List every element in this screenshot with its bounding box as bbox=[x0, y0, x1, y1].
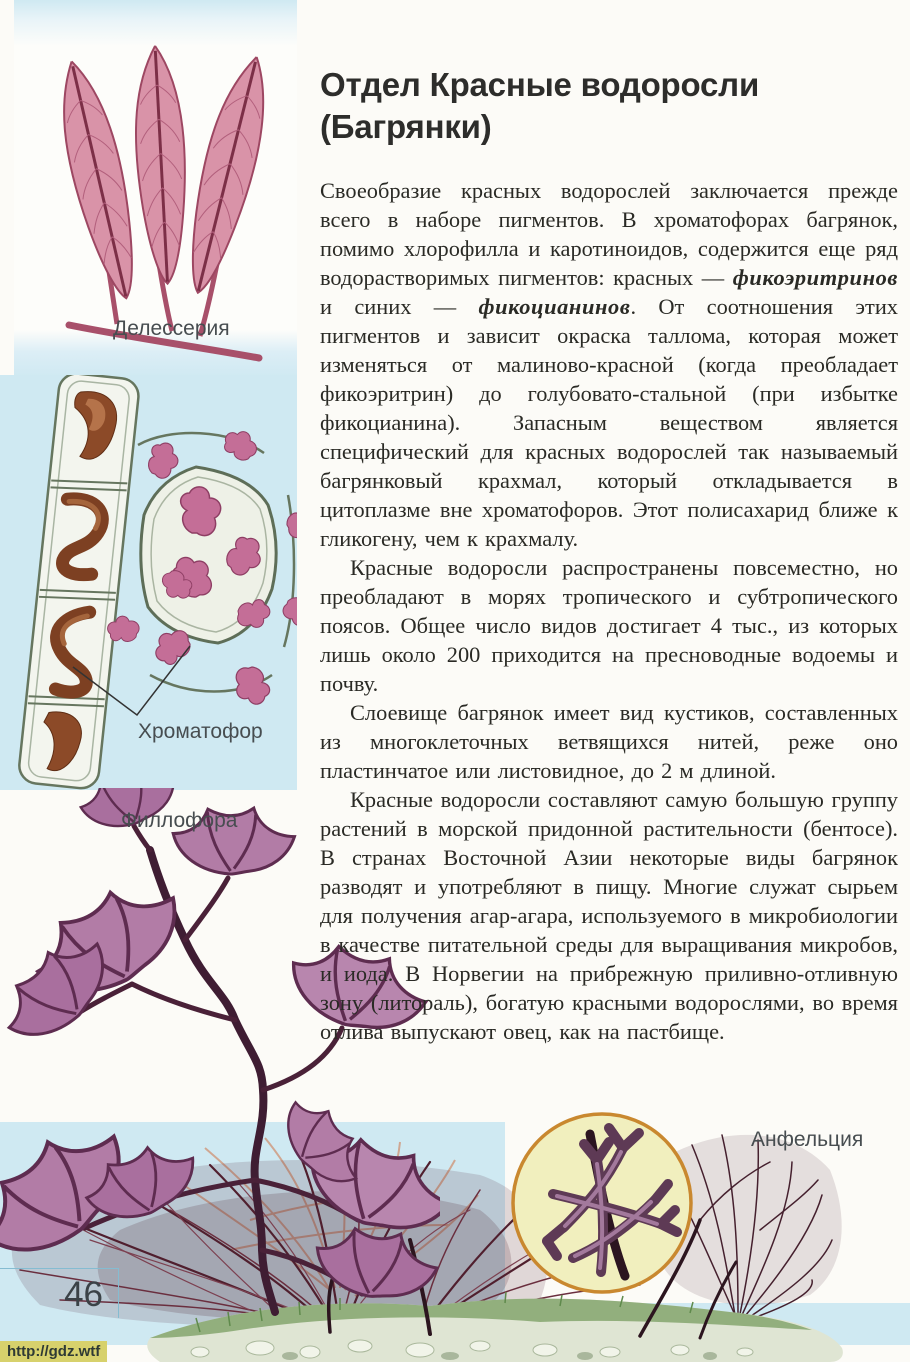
paragraph: Слоевище багрянок имеет вид кустиков, составленных из многоклеточных ветвящихся нитей, реже оно пластинчатое или листовидное, до 2 м длиной. bbox=[320, 700, 898, 783]
paragraph: Красные водоросли распространены повсеместно, но преобладают в морях тропического и субтропического поясов. Общее число видов достигает 4 тыс., из которых лишь около 200 приходится на пресноводные водоемы и почву. bbox=[320, 555, 898, 696]
chromatophore-label: Хроматофор bbox=[138, 720, 263, 743]
ahnfeltia-inset-illustration bbox=[505, 1106, 699, 1300]
watermark-link[interactable]: http://gdz.wtf bbox=[0, 1341, 107, 1362]
page-number: 46 bbox=[64, 1275, 103, 1314]
paragraph: Красные водоросли составляют самую большую группу растений в морской придонной растительности (бентосе). В странах Восточной Азии некоторые виды багрянок разводят и употребляют в пищу. Многие служат сырьем для получения агар-агара, используемого в микробиологии в качестве питательной среды для выращивания микробов, и иода. В Норвегии на прибрежную приливно-отливную зону (литораль), богатую красными водорослями, во время отлива выпускают овец, как на пастбище. bbox=[320, 787, 898, 1044]
ahnfeltia-inset-circle bbox=[505, 1106, 699, 1300]
body-paragraphs bbox=[320, 176, 898, 1046]
page-number-box bbox=[0, 1268, 119, 1318]
phyllophora-label: Филлофора bbox=[121, 809, 238, 832]
delesseria-label: Делессерия bbox=[113, 317, 230, 340]
page-title: Отдел Красные водоросли (Багрянки) bbox=[320, 66, 760, 146]
paragraph: Своеобразие красных водорослей заключается прежде всего в наборе пигментов. В хроматофорах багрянок, помимо хлорофилла и каротиноидов, содержится еще ряд водорастворимых пигментов: красных — фикоэритринов и синих — фикоцианинов. От соотношения этих пигментов и зависит окраска таллома, которая может изменяться от малиново-красной (когда преобладает фикоэритрин) до голубовато-стальной (при избытке фикоцианина). Запасным веществом является специфический для красных водорослей так называемый багрянковый крахмал, который откладывается в цитоплазме вне хроматофоров. Этот полисахарид ближе к гликогену, чем к крахмалу. bbox=[320, 178, 898, 551]
ahnfeltia-label: Анфельция bbox=[751, 1128, 864, 1151]
